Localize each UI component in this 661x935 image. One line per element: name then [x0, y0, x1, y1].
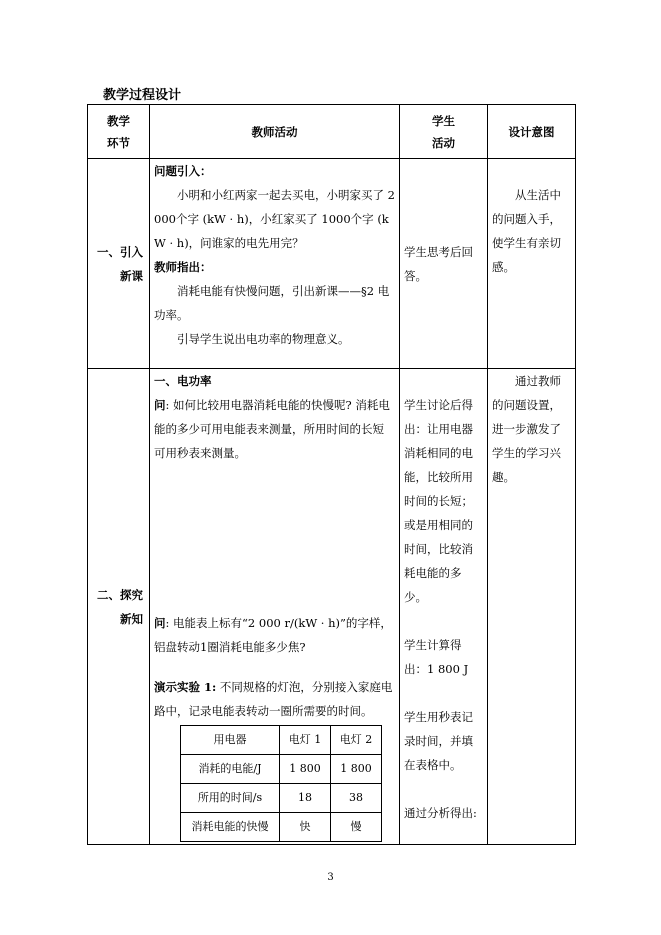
section-power-title: 一、电功率: [154, 374, 212, 388]
student-calc: 学生计算得出：1 800 J: [404, 638, 469, 676]
header-stage: 教学 环节: [88, 105, 150, 159]
question-2: 问: 电能表上标有“2 000 r/(kW · h)”的字样，铝盘转动1圈消耗电能多少焦?: [154, 616, 392, 654]
intent-explore: 通过教师的问题设置，进一步激发了学生的学习兴趣。: [488, 369, 576, 845]
student-explore: [400, 369, 488, 845]
section-heading: 教学过程设计: [103, 88, 182, 103]
intent-intro: 从生活中的问题入手，使学生有亲切感。: [488, 159, 576, 369]
table-row: 消耗电能的快慢 快 慢: [181, 813, 382, 842]
student-record: 学生用秒表记录时间，并填在表格中。: [404, 710, 473, 772]
student-analysis: 通过分析得出:: [404, 806, 477, 820]
stage-explore: 二、探究 新知: [88, 369, 150, 845]
header-row: [88, 105, 576, 159]
student-intro: 学生思考后回答。: [400, 159, 488, 369]
teacher-note: 消耗电能有快慢问题，引出新课——§2 电功率。: [154, 284, 390, 322]
row-explore: [88, 369, 576, 845]
table-row: 消耗的电能/J 1 800 1 800: [181, 755, 382, 784]
question-1: 问: 如何比较用电器消耗电能的快慢呢? 消耗电能的多少可用电能表来测量，所用时间的长短可用秒表来测量。: [154, 398, 390, 460]
header-intent: 设计意图: [488, 105, 576, 159]
intro-question: 小明和小红两家一起去买电，小明家买了 2 000个字 (kW · h)，小红家买了 1000个字 (kW · h)，问谁家的电先用完？: [154, 188, 395, 250]
experiment-1: 演示实验 1: 不同规格的灯泡，分别接入家庭电路中，记录电能表转动一圈所需要的时间。: [154, 680, 393, 718]
page-number: 3: [327, 872, 334, 883]
teacher-guide: 引导学生说出电功率的物理意义。: [177, 332, 350, 346]
experiment-table: [180, 725, 382, 842]
table-row: 所用的时间/s 18 38: [181, 784, 382, 813]
teacher-intro: [150, 159, 400, 369]
stage-intro: 一、引入 新课: [88, 159, 150, 369]
header-teacher: 教师活动: [150, 105, 400, 159]
header-student: 学生 活动: [400, 105, 488, 159]
experiment-header-row: 用电器 电灯 1 电灯 2: [181, 726, 382, 755]
teacher-note-title: 教师指出：: [154, 260, 212, 274]
intro-title: 问题引入：: [154, 164, 212, 178]
row-intro: [88, 159, 576, 369]
student-discussion: 学生讨论后得出：让用电器消耗相同的电能，比较所用时间的长短；或是用相同的时间，比较消耗电能的多少。: [404, 398, 473, 604]
lesson-design-table: [87, 104, 576, 845]
teacher-explore: [150, 369, 400, 845]
